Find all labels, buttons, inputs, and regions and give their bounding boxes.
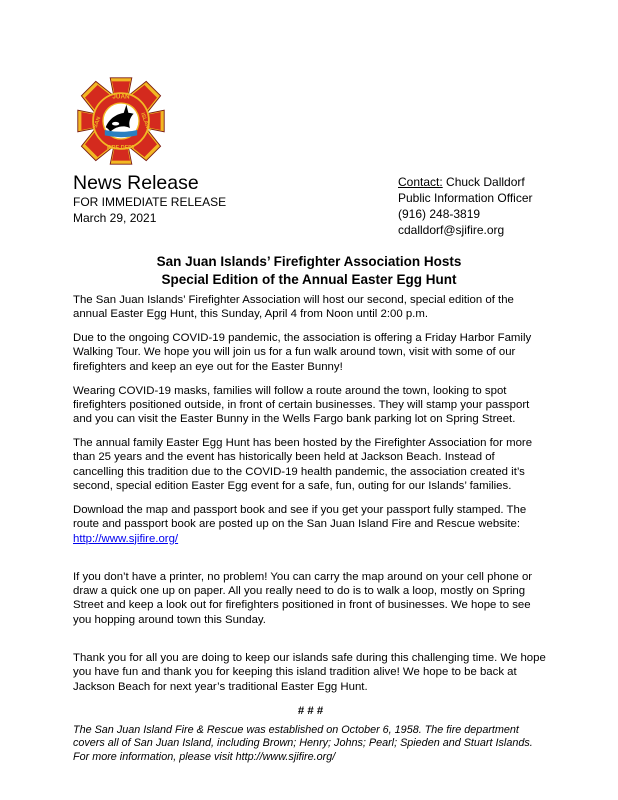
release-date: March 29, 2021 — [73, 211, 157, 225]
contact-name: Chuck Dalldorf — [442, 175, 525, 189]
fire-dept-logo — [76, 76, 166, 166]
contact-role: Public Information Officer — [398, 191, 533, 205]
headline-line-1: San Juan Islands’ Firefighter Association Hosts — [156, 254, 462, 269]
contact-block — [398, 174, 533, 238]
paragraph-1: The San Juan Islands’ Firefighter Association will host our second, special edition of the annual Easter Egg Hunt, this Sunday, April 4 from Noon until 2:00 p.m. — [73, 294, 514, 321]
logo-text-right: ISLAND — [139, 112, 152, 133]
paragraph-2: Due to the ongoing COVID-19 pandemic, the association is offering a Friday Harbor Family Walking Tour. We hope you will join us for a fun walk around town, visit with some of our firefighters and keep an eye out for the Easter Bunny! — [73, 332, 532, 373]
footer-boilerplate: The San Juan Island Fire & Rescue was established on October 6, 1958. The fire department covers all of San Juan Island, including Brown; Henry; Johns; Pearl; Spieden and Stuart Islands. For more information, please visit http://www.sjifire.org/ — [73, 723, 533, 763]
headline — [73, 253, 545, 289]
paragraph-7: Thank you for all you are doing to keep our islands safe during this challenging time. We hope you have fun and thank you for keeping this island tradition alive! We hope to be back at Jackson Beach for next year’s traditional Easter Egg Hunt. — [73, 652, 546, 693]
paragraph-5-text: Download the map and passport book and see if you get your passport fully stamped. The route and passport book are posted up on the San Juan Island Fire and Rescue website: — [73, 503, 527, 531]
release-header — [73, 172, 226, 226]
logo-text-bottom: FIRE DEPT — [106, 144, 136, 151]
headline-line-2: Special Edition of the Annual Easter Egg Hunt — [161, 272, 457, 287]
contact-phone: (916) 248-3819 — [398, 207, 481, 221]
contact-label: Contact: — [398, 175, 443, 189]
contact-email: cdalldorf@sjifire.org — [398, 223, 505, 237]
press-release-body — [73, 293, 548, 774]
logo-text-left: SAN — [92, 116, 103, 129]
website-link[interactable]: http://www.sjifire.org/ — [73, 532, 179, 545]
logo-text-top: JUAN — [112, 93, 130, 101]
news-release-title: News Release — [73, 172, 199, 194]
release-type: FOR IMMEDIATE RELEASE — [73, 195, 227, 209]
paragraph-6: If you don’t have a printer, no problem! You can carry the map around on your cell phone or draw a quick one up on paper. All you really need to do is to walk a loop, mostly on Spring Street and keep a look out for firefighters positioned in front of businesses. We hope to see you hopping around town this Sunday. — [73, 570, 533, 626]
contact-line — [398, 174, 533, 190]
paragraph-3: Wearing COVID-19 masks, families will follow a route around the town, looking to spot firefighters positioned outside, in front of certain businesses. They will stamp your passport and you can visit the Easter Bunny in the Wells Fargo bank parking lot on Spring Street. — [73, 384, 530, 426]
end-mark: # # # — [297, 704, 324, 717]
paragraph-4: The annual family Easter Egg Hunt has been hosted by the Firefighter Association for more than 25 years and the event has historically been held at Jackson Beach. Instead of cancelling this tradition due to the COVID-19 health pandemic, the association created it’s second, special edition Easter Egg event for a safe, fun, outing for our Islands’ families. — [73, 437, 533, 493]
paragraph-5 — [73, 503, 548, 546]
